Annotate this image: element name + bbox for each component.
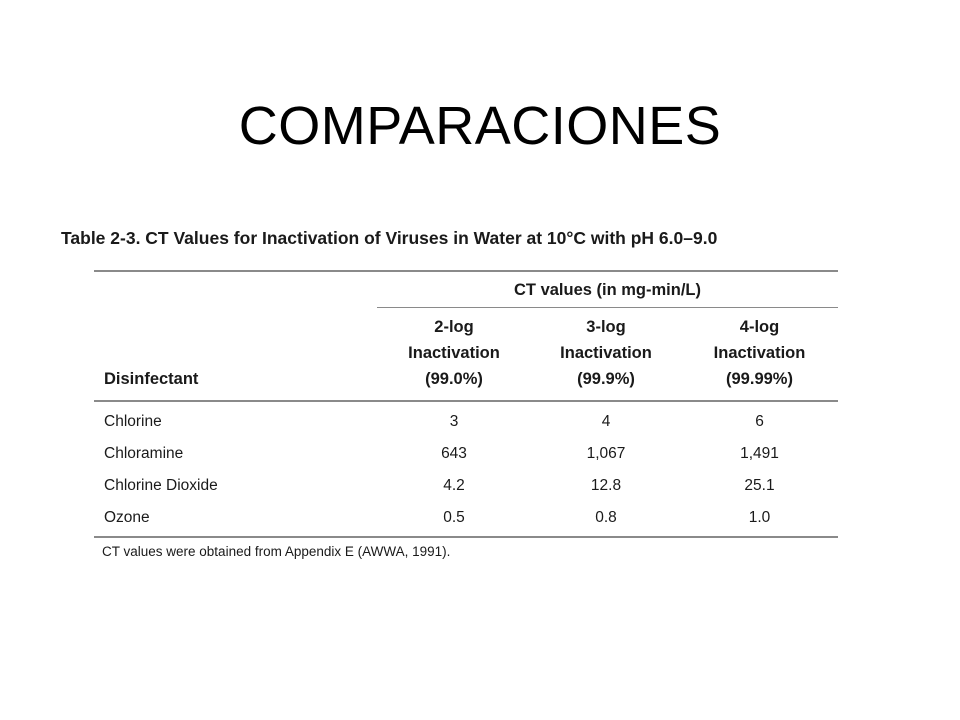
table-footnote: CT values were obtained from Appendix E (AWWA, 1991). [102, 544, 451, 559]
log4-cell: 6 [755, 413, 764, 430]
table-group-header-row [94, 272, 838, 308]
ct-values-group-header: CT values (in mg-min/L) [377, 272, 838, 308]
log3-column-header [531, 308, 681, 402]
log3-cell: 1,067 [586, 445, 626, 462]
log2-cell: 3 [449, 413, 459, 430]
log2-column-header [377, 308, 531, 402]
table-column-header-row [94, 308, 838, 402]
table-row-ozone [94, 502, 838, 537]
row-label: Chloramine [104, 445, 184, 462]
empty-header-cell [94, 272, 377, 308]
log4-header-line3: (99.99%) [726, 370, 793, 388]
log2-header-line1: 2-log [434, 318, 474, 336]
ct-values-table-container [94, 270, 838, 559]
log2-header-line3: (99.0%) [425, 370, 483, 388]
row-label: Chlorine Dioxide [104, 477, 218, 494]
row-label: Chlorine [104, 413, 162, 430]
row-label: Ozone [94, 502, 377, 537]
log3-header-line1: 3-log [586, 318, 626, 336]
log3-cell: 0.8 [531, 502, 681, 537]
log3-header-line3: (99.9%) [577, 370, 635, 388]
log4-header-line1: 4-log [739, 318, 780, 336]
log4-cell: 25.1 [744, 477, 775, 494]
log4-cell: 1.0 [681, 502, 838, 537]
table-row-chlorine-dioxide [94, 470, 838, 502]
log4-column-header [681, 308, 838, 402]
log2-cell: 4.2 [443, 477, 465, 494]
table-caption: Table 2-3. CT Values for Inactivation of Viruses in Water at 10°C with pH 6.0–9.0 [61, 228, 718, 248]
log2-cell: 0.5 [377, 502, 531, 537]
disinfectant-column-header: Disinfectant [94, 308, 377, 402]
log4-header-line2: Inactivation [713, 344, 806, 362]
log2-header-line2: Inactivation [408, 344, 500, 362]
log2-cell: 643 [441, 445, 467, 462]
log4-cell: 1,491 [740, 445, 779, 462]
log3-header-line2: Inactivation [560, 344, 652, 362]
log3-cell: 4 [601, 413, 611, 430]
table-row-chloramine [94, 438, 838, 470]
ct-values-table [94, 270, 838, 538]
table-row-chlorine [94, 401, 838, 438]
log3-cell: 12.8 [590, 477, 622, 494]
slide-title: COMPARACIONES [238, 96, 722, 157]
